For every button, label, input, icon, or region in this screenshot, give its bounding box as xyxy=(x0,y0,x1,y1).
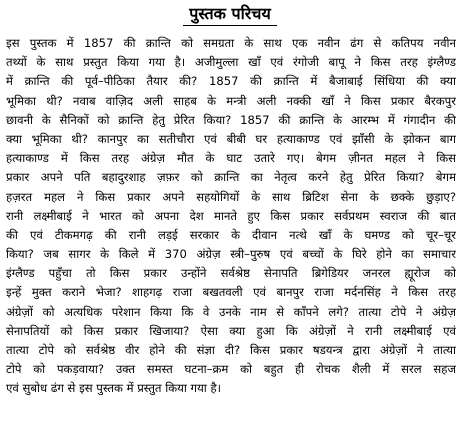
paragraph-line: तथ्यों के साथ प्रस्तुत किया गया है। अजीमुल्ला खाँ एवं रंगोजी बापू ने किस तरह इंग्लैण्ड xyxy=(6,55,456,70)
paragraph-line: तात्या टोपे को सर्वश्रेष्ठ वीर होने की संज्ञा दी? किस प्रकार षडयन्त्र द्वारा अंग्रेज़ों ने तात्या xyxy=(6,343,456,357)
paragraph-line: किया? जब सागर के किले में 370 अंग्रेज़ स्त्री–पुरुष एवं बच्चों के घिरे होने का समाचार xyxy=(6,247,456,262)
paragraph-line: इस पुस्तक में 1857 की क्रान्ति को समग्रता के साथ एक नवीन ढंग से कतिपय नवीन xyxy=(6,36,456,50)
paragraph-line: इंग्लैण्ड पहुँचा तो किस प्रकार उन्होंने सर्वश्रेष्ठ सेनापति ब्रिगेडियर जनरल ह्यूरोज को xyxy=(6,266,456,281)
paragraph-line: सेनापतियों को किस प्रकार खिजाया? ऐसा क्या हुआ कि अंग्रेज़ों ने रानी लक्ष्मीबाई एवं xyxy=(6,323,456,338)
paragraph-line: में क्रान्ति की पूर्व–पीठिका तैयार की? 1857 की क्रान्ति में बैजाबाई सिंधिया की क्या xyxy=(6,74,456,89)
paragraph-line: की एवं टीकमगढ़ की रानी लड़ई सरकार के दीवान नत्थे खाँ के घमण्ड को चूर–चूर xyxy=(6,227,456,242)
title-container xyxy=(0,4,460,26)
introduction-paragraph xyxy=(6,34,456,399)
paragraph-line: क्या भूमिका थी? कानपुर का सतीचौरा एवं बीबी घर हत्याकाण्ड एवं झाँसी के झोकन बाग xyxy=(6,131,456,146)
paragraph-line: भूमिका थी? नवाब वाज़िद अली साहब के मन्त्री अली नक्की खाँ ने किस प्रकार बैरकपुर xyxy=(6,93,456,108)
page-title: पुस्तक परिचय xyxy=(183,4,277,26)
paragraph-line: हत्याकाण्ड में किस तरह अंग्रेज़ मौत के घाट उतारे गए। बेगम ज़ीनत महल ने किस xyxy=(6,151,456,166)
paragraph-line: प्रकार अपने पति बहादुरशाह ज़फ़र को क्रान्ति का नेतृत्व करने हेतु प्रेरित किया? बेगम xyxy=(6,170,456,185)
paragraph-line: इन्हें मुक्त कराने भेजा? शाहगढ़ राजा बखतवली एवं बानपुर राजा मर्दनसिंह ने किस तरह xyxy=(6,285,456,300)
paragraph-line: टोपे को पकड़वाया? उक्त समस्त घटना–क्रम को बहुत ही रोचक शैली में सरल सहज xyxy=(6,362,456,377)
paragraph-line: छावनी के सैनिकों को क्रान्ति हेतु प्रेरित किया? 1857 की क्रान्ति के आरम्भ में गंगादीन की xyxy=(6,112,456,127)
paragraph-line: अंग्रेज़ों को अत्यधिक परेशान किया कि वे उनके नाम से काँपने लगे? तात्या टोपे ने अंग्रेज़ xyxy=(6,304,456,319)
paragraph-line: हज़रत महल ने किस प्रकार अपने सहयोगियों के साथ ब्रिटिश सेना के छक्के छुड़ाए? xyxy=(6,189,456,204)
paragraph-line-last: एवं सुबोध ढंग से इस पुस्तक में प्रस्तुत किया गया है। xyxy=(6,381,222,396)
paragraph-line: रानी लक्ष्मीबाई ने भारत को अपना देश मानते हुए किस प्रकार सर्वप्रथम स्वराज की बात xyxy=(6,208,456,223)
